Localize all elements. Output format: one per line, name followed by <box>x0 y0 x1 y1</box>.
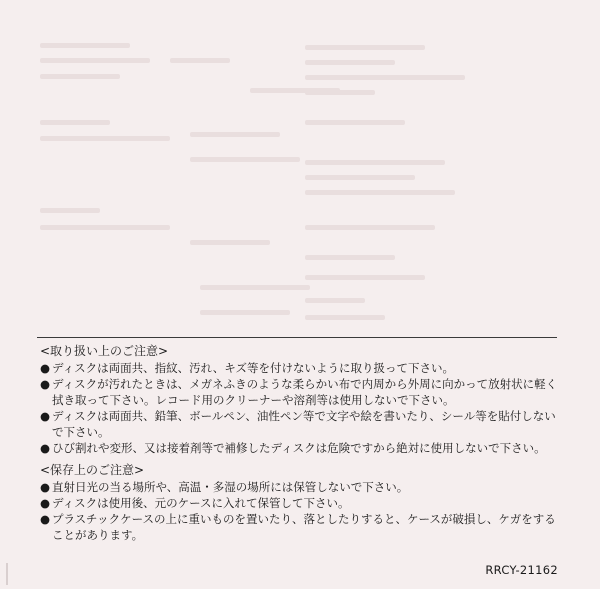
handling-item <box>40 408 560 440</box>
storage-title: <保存上のご注意> <box>40 463 145 477</box>
bullet-icon: ● <box>40 361 51 375</box>
notes-container <box>40 343 560 543</box>
bullet-icon: ● <box>40 409 51 423</box>
section-divider <box>37 337 557 338</box>
bullet-icon: ● <box>40 377 51 391</box>
bullet-icon: ● <box>40 496 51 510</box>
handling-item-text: ディスクが汚れたときは、メガネふきのような柔らかい布で内周から外周に向かって放射状に軽く拭き取って下さい。レコード用のクリーナーや溶剤等は使用しないで下さい。 <box>52 377 558 407</box>
bullet-icon: ● <box>40 480 51 494</box>
page-edge-mark <box>6 563 26 585</box>
handling-item <box>40 440 560 456</box>
storage-item-text: ディスクは使用後、元のケースに入れて保管して下さい。 <box>52 496 350 510</box>
storage-item <box>40 495 560 511</box>
storage-item-text: 直射日光の当る場所や、高温・多湿の場所には保管しないで下さい。 <box>52 480 409 494</box>
handling-item-text: ディスクは両面共、指紋、汚れ、キズ等を付けないように取り扱って下さい。 <box>52 361 455 375</box>
catalog-number: RRCY-21162 <box>485 563 558 577</box>
bullet-icon: ● <box>40 512 51 526</box>
storage-item <box>40 511 560 543</box>
storage-item <box>40 479 560 495</box>
bullet-icon: ● <box>40 441 51 455</box>
handling-item <box>40 376 560 408</box>
handling-item-text: ディスクは両面共、鉛筆、ボールペン、油性ペン等で文字や絵を書いたり、シール等を貼付しないで下さい。 <box>52 409 556 439</box>
handling-item-text: ひび割れや変形、又は接着剤等で補修したディスクは危険ですから絶対に使用しないで下さい。 <box>52 441 546 455</box>
handling-title: <取り扱い上のご注意> <box>40 344 169 358</box>
handling-item <box>40 360 560 376</box>
storage-item-text: プラスチックケースの上に重いものを置いたり、落としたりすると、ケースが破損し、ケガをすることがあります。 <box>52 512 556 542</box>
